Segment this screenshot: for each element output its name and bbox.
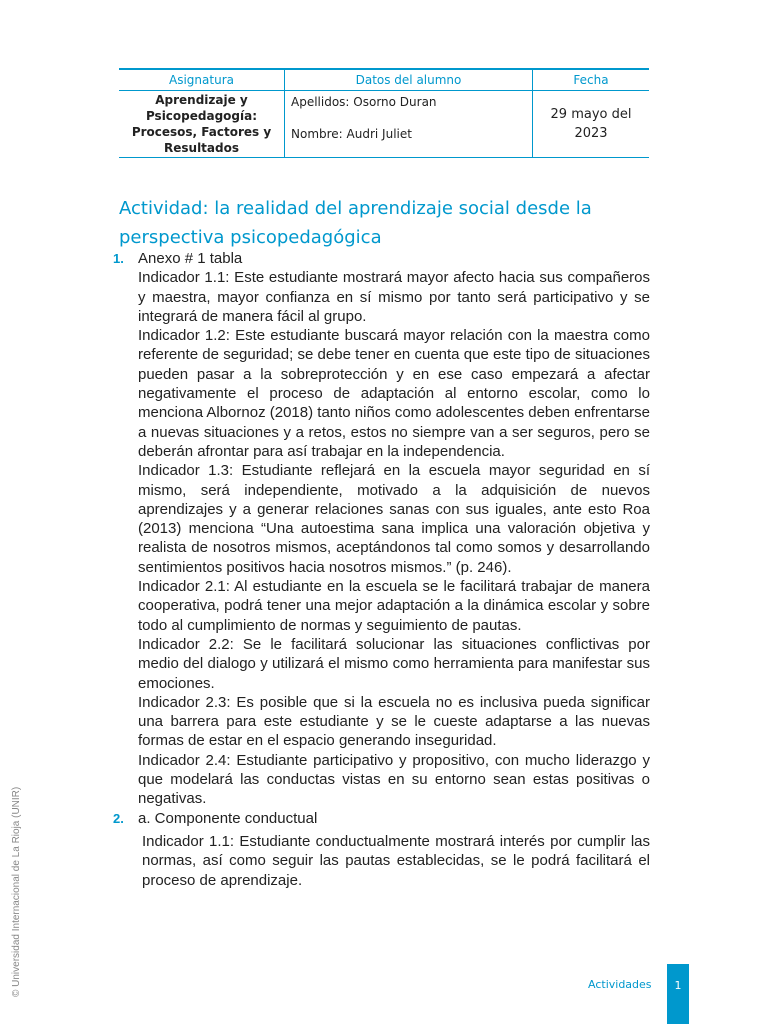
subject-cell: Aprendizaje y Psicopedagogía: Procesos, Factores y Resultados — [131, 93, 272, 155]
list-content — [138, 809, 650, 890]
date-cell: 29 mayo del 2023 — [550, 107, 632, 141]
footer-section-label: Actividades — [588, 978, 652, 991]
paragraph: Indicador 2.4: Estudiante participativo y propositivo, con mucho liderazgo y que modelará las conductas vistas en su entorno sean estas positivas o negativas. — [138, 751, 650, 808]
list-content — [138, 249, 650, 809]
header-table — [119, 68, 649, 158]
col-subject-header: Asignatura — [169, 73, 234, 87]
list-item — [113, 809, 650, 890]
student-cell — [284, 91, 533, 157]
item-heading: a. Componente conductual — [138, 809, 318, 827]
list-item — [113, 249, 650, 809]
list-number: 2. — [113, 810, 124, 826]
paragraph: Indicador 1.1: Este estudiante mostrará mayor afecto hacia sus compañeros y maestra, mayor confianza en sí mismo por tanto será participativo y se integrará de manera fácil al grupo. — [138, 269, 650, 325]
page-number: 1 — [674, 979, 682, 992]
student-name: Nombre: Audri Juliet — [291, 127, 412, 141]
page-number-badge — [667, 964, 689, 1024]
paragraph: Indicador 1.2: Este estudiante buscará mayor relación con la maestra como referente de seguridad; se debe tener en cuenta que este tipo de situaciones pueden pasar a la sobreprotección y en ese caso empezará a afectar negativamente el proceso de adaptación al entorno escolar, como lo menciona Albornoz (2018) tanto niños como adolescentes deben enfrentarse a nuevas situaciones y a retos, estos no siempre van a ser seguros, pero se deberán afrontar para así trabajar en la independencia. — [138, 327, 650, 460]
col-date-header: Fecha — [573, 73, 609, 87]
header-table-head — [119, 70, 649, 91]
paragraph: Indicador 2.1: Al estudiante en la escuela se le facilitará trabajar de manera cooperativa, podrá tener una mejor adaptación a la dinámica escolar y sobre todo al cumplimiento de normas y seguimiento de pautas. — [138, 578, 650, 634]
student-surname: Apellidos: Osorno Duran — [291, 95, 437, 109]
paragraph: Indicador 1.3: Estudiante reflejará en la escuela mayor seguridad en sí mismo, será independiente, motivado a la adquisición de nuevos aprendizajes y a generar relaciones sanas con sus iguales, ante esto Roa (2013) menciona “Una autoestima sana implica una valoración objetiva y realista de nosotros mismos, aceptándonos tal como somos y desarrollando sentimientos positivos hacia nosotros mismos.” (p. 246). — [138, 462, 650, 576]
col-student-header: Datos del alumno — [284, 70, 533, 90]
header-table-body — [119, 91, 649, 157]
copyright-sidebar: © Universidad Internacional de La Rioja (UNIR) — [11, 786, 22, 997]
list-number: 1. — [113, 251, 124, 266]
item-heading: Anexo # 1 tabla — [138, 250, 243, 267]
paragraph: Indicador 1.1: Estudiante conductualmente mostrará interés por cumplir las normas, así como seguir las pautas establecidas, se le podrá facilitará el proceso de aprendizaje. — [142, 832, 650, 889]
paragraph: Indicador 2.3: Es posible que si la escuela no es inclusiva pueda significar una barrera para este estudiante y se le cueste adaptarse a las nuevas formas de estar en el espacio generando inseguridad. — [138, 693, 650, 750]
document-body — [113, 249, 650, 890]
page-title: Actividad: la realidad del aprendizaje social desde la perspectiva psicopedagógica — [119, 198, 592, 248]
paragraph: Indicador 2.2: Se le facilitará solucionar las situaciones conflictivas por medio del dialogo y utilizará el mismo como herramienta para manifestar sus emociones. — [138, 635, 650, 692]
